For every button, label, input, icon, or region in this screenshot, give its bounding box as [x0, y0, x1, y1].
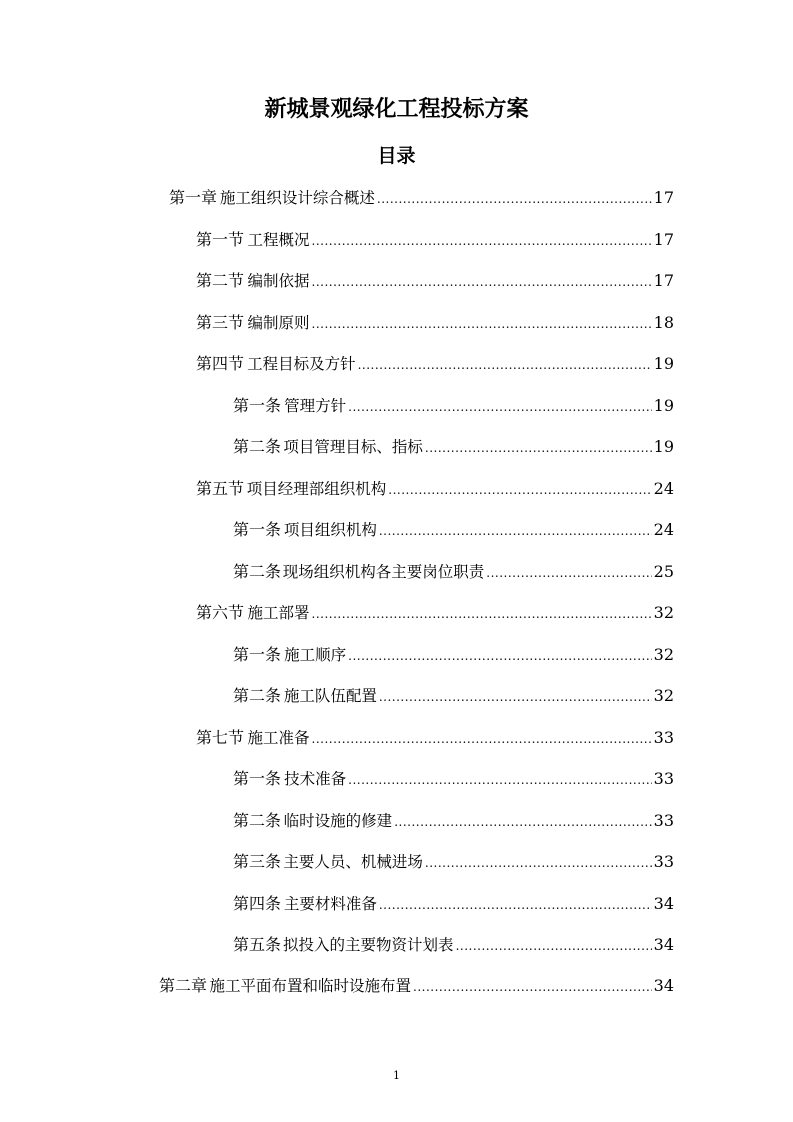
toc-leader-dots — [348, 643, 651, 669]
toc-leader-dots — [425, 850, 652, 876]
toc-entry-title: 编制原则 — [247, 314, 310, 332]
toc-entry-number: 第四条 — [233, 894, 282, 913]
toc-entry[interactable] — [196, 725, 674, 751]
toc-leader-dots — [312, 601, 652, 627]
toc-leader-dots — [413, 974, 652, 1000]
toc-leader-dots — [312, 269, 652, 295]
toc-entry-number: 第三节 — [196, 313, 245, 332]
toc-entry-title: 主要人员、机械进场 — [283, 853, 423, 871]
toc-entry-title: 项目管理目标、指标 — [283, 438, 423, 456]
toc-entry-number: 第一章 — [169, 188, 218, 207]
toc-entry-number: 第二条 — [233, 437, 282, 456]
toc-entry-number: 第一节 — [196, 230, 245, 249]
toc-leader-dots — [312, 228, 652, 254]
toc-entry-title: 施工顺序 — [284, 646, 347, 664]
toc-entry[interactable] — [233, 393, 674, 419]
toc-entry[interactable] — [196, 600, 674, 626]
toc-entry-title: 主要材料准备 — [283, 895, 377, 913]
toc-entry-page: 34 — [653, 976, 674, 995]
toc-entry-title: 项目组织机构 — [283, 521, 377, 539]
page-number: 1 — [393, 1069, 400, 1082]
toc-heading: 目录 — [377, 145, 416, 167]
toc-entry-number: 第二条 — [233, 811, 282, 830]
toc-leader-dots — [425, 435, 652, 461]
toc-leader-dots — [348, 394, 651, 420]
toc-leader-dots — [358, 352, 652, 378]
toc-leader-dots — [348, 767, 651, 793]
toc-entry[interactable] — [233, 683, 674, 709]
toc-entry-page: 19 — [653, 396, 674, 415]
toc-leader-dots — [456, 933, 652, 959]
document-title: 新城景观绿化工程投标方案 — [264, 97, 529, 122]
toc-entry-number: 第五条 — [233, 935, 282, 954]
toc-leader-dots — [379, 892, 652, 918]
toc-entry-page: 32 — [653, 645, 674, 664]
toc-entry-page: 24 — [653, 479, 674, 498]
toc-entry-title: 现场组织机构各主要岗位职责 — [282, 563, 485, 581]
toc-entry-page: 33 — [653, 769, 674, 788]
toc-entry-number: 第二条 — [233, 562, 282, 581]
toc-entry-number: 第二章 — [159, 976, 208, 995]
toc-entry-page: 32 — [653, 603, 674, 622]
toc-entry-page: 34 — [653, 894, 674, 913]
toc-entry[interactable] — [233, 559, 674, 585]
toc-entry-page: 19 — [653, 437, 674, 456]
toc-entry-title: 拟投入的主要物资计划表 — [283, 936, 454, 954]
toc-entry-title: 施工准备 — [247, 729, 310, 747]
toc-entry[interactable] — [233, 891, 674, 917]
toc-entry-title: 管理方针 — [284, 397, 347, 415]
toc-leader-dots — [388, 477, 651, 503]
toc-entry-number: 第二节 — [196, 271, 245, 290]
toc-entry-number: 第一条 — [233, 520, 282, 539]
toc-entry-page: 33 — [653, 728, 674, 747]
toc-leader-dots — [394, 809, 651, 835]
toc-entry-title: 项目经理部组织机构 — [246, 480, 387, 498]
toc-entry-page: 17 — [653, 271, 674, 290]
toc-entry-title: 施工平面布置和临时设施布置 — [209, 977, 411, 995]
toc-entry-page: 18 — [653, 313, 674, 332]
toc-entry-title: 临时设施的修建 — [283, 812, 393, 830]
toc-entry[interactable] — [233, 766, 674, 792]
toc-entry-number: 第一条 — [233, 769, 282, 788]
toc-entry[interactable] — [196, 476, 674, 502]
toc-entry-title: 施工队伍配置 — [283, 687, 377, 705]
toc-entry-page: 17 — [653, 230, 674, 249]
toc-leader-dots — [312, 311, 652, 337]
toc-entry-number: 第五节 — [196, 479, 245, 498]
toc-entry-title: 工程目标及方针 — [247, 355, 356, 373]
toc-entry[interactable] — [196, 351, 674, 377]
toc-entry[interactable] — [196, 227, 674, 253]
toc-entry-number: 第七节 — [196, 728, 245, 747]
toc-entry-number: 第三条 — [233, 852, 282, 871]
toc-entry-title: 编制依据 — [247, 272, 310, 290]
toc-entry-title: 施工部署 — [247, 604, 310, 622]
toc-entry[interactable] — [233, 642, 674, 668]
toc-leader-dots — [312, 726, 652, 752]
toc-entry[interactable] — [196, 268, 674, 294]
toc-entry[interactable] — [233, 434, 674, 460]
toc-entry-title: 工程概况 — [247, 231, 310, 249]
toc-leader-dots — [379, 518, 652, 544]
toc-entry-number: 第二条 — [233, 686, 282, 705]
toc-entry[interactable] — [233, 849, 674, 875]
toc-entry-page: 24 — [653, 520, 674, 539]
toc-entry[interactable] — [233, 808, 674, 834]
toc-entry-page: 33 — [653, 852, 674, 871]
toc-entry-page: 25 — [653, 562, 674, 581]
toc-leader-dots — [486, 560, 651, 586]
toc-entry[interactable] — [233, 517, 674, 543]
toc-entry-page: 17 — [653, 188, 674, 207]
toc-entry-title: 施工组织设计综合概述 — [219, 189, 375, 207]
toc-entry-number: 第一条 — [233, 645, 282, 664]
toc-entry-page: 32 — [653, 686, 674, 705]
toc-entry[interactable] — [233, 932, 674, 958]
toc-entry-number: 第六节 — [196, 603, 245, 622]
toc-entry-number: 第四节 — [196, 354, 245, 373]
toc-leader-dots — [379, 684, 652, 710]
toc-entry[interactable] — [196, 310, 674, 336]
toc-entry-page: 33 — [653, 811, 674, 830]
toc-entry-title: 技术准备 — [284, 770, 347, 788]
toc-entry[interactable] — [159, 973, 674, 999]
toc-entry-number: 第一条 — [233, 396, 282, 415]
toc-leader-dots — [377, 186, 652, 212]
toc-entry[interactable] — [169, 185, 674, 211]
toc-entry-page: 34 — [653, 935, 674, 954]
toc-entry-page: 19 — [653, 354, 674, 373]
